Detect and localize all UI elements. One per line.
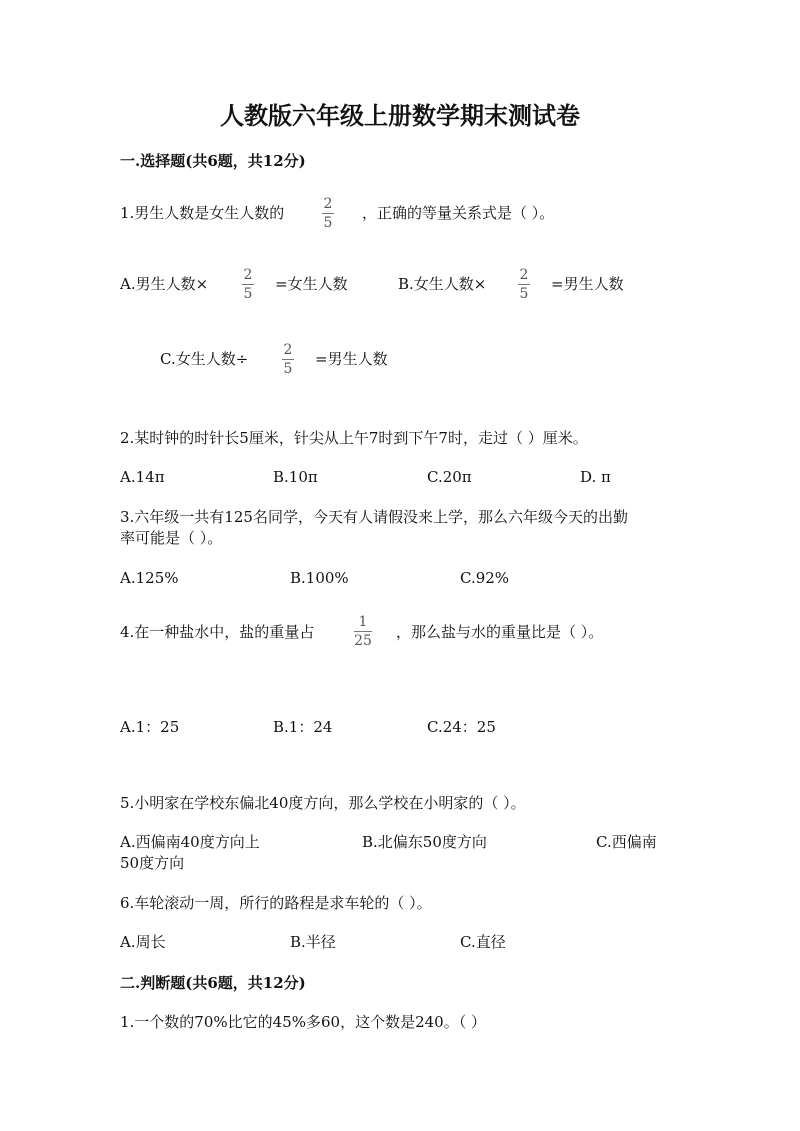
question-4-fraction: [354, 614, 372, 649]
fraction-bar: [518, 284, 530, 285]
fraction-denominator: 25: [354, 633, 372, 649]
question-1-option-a-start: A.男生人数×: [120, 275, 209, 293]
fraction-numerator: 1: [358, 614, 368, 630]
question-3-text-line-1: 3.六年级一共有125名同学，今天有人请假没来上学，那么六年级今天的出勤: [120, 508, 628, 526]
question-1-option-b-start: B.女生人数×: [398, 275, 487, 293]
question-1-text-start: 1.男生人数是女生人数的: [120, 204, 285, 222]
fraction-bar: [322, 213, 334, 214]
section-heading-choice: 一.选择题(共6题，共12分): [120, 152, 306, 170]
question-6-text: 6.车轮滚动一周，所行的路程是求车轮的（ ）。: [120, 894, 432, 912]
page-title: 人教版六年级上册数学期末测试卷: [220, 101, 580, 130]
question-5-option-c-continued: 50度方向: [120, 854, 185, 872]
fraction-numerator: 2: [519, 267, 529, 283]
question-3-option-c: C.92%: [460, 569, 510, 587]
question-4-option-a: A.1：25: [120, 718, 180, 736]
fraction-denominator: 5: [323, 215, 333, 231]
question-1-option-a-end: =女生人数: [275, 275, 348, 293]
question-4-option-c: C.24：25: [427, 718, 496, 736]
question-1-option-b-fraction: [518, 267, 530, 302]
question-2-option-d: D. π: [580, 468, 611, 486]
question-1-fraction: [322, 196, 334, 231]
fraction-denominator: 5: [243, 286, 253, 302]
fraction-bar: [354, 631, 372, 632]
question-1-text-end: ，正确的等量关系式是（ ）。: [362, 204, 555, 222]
question-5-text: 5.小明家在学校东偏北40度方向，那么学校在小明家的（ ）。: [120, 794, 526, 812]
question-1-option-c-end: =男生人数: [315, 350, 388, 368]
question-4-option-b: B.1：24: [273, 718, 333, 736]
fraction-numerator: 2: [243, 267, 253, 283]
question-6-option-c: C.直径: [460, 933, 506, 951]
question-5-option-b: B.北偏东50度方向: [362, 833, 487, 851]
question-5-option-c: C.西偏南: [596, 833, 657, 851]
section-heading-judgment: 二.判断题(共6题，共12分): [120, 974, 306, 992]
question-1-option-c-start: C.女生人数÷: [160, 350, 249, 368]
question-4-text-end: ，那么盐与水的重量比是（ ）。: [396, 623, 604, 641]
question-6-option-a: A.周长: [120, 933, 166, 951]
judgment-1-text: 1.一个数的70%比它的45%多60，这个数是240。（ ）: [120, 1013, 486, 1031]
question-6-option-b: B.半径: [290, 933, 336, 951]
question-1-option-b-end: =男生人数: [551, 275, 624, 293]
question-3-text-line-2: 率可能是（ ）。: [120, 529, 223, 547]
question-5-option-a: A.西偏南40度方向上: [120, 833, 260, 851]
fraction-denominator: 5: [283, 361, 293, 377]
question-4-text-start: 4.在一种盐水中，盐的重量占: [120, 623, 315, 641]
fraction-denominator: 5: [519, 286, 529, 302]
fraction-numerator: 2: [323, 196, 333, 212]
question-1-option-a-fraction: [242, 267, 254, 302]
question-3-option-b: B.100%: [290, 569, 349, 587]
question-2-text: 2.某时钟的时针长5厘米，针尖从上午7时到下午7时，走过（ ）厘米。: [120, 429, 588, 447]
question-3-option-a: A.125%: [120, 569, 179, 587]
fraction-numerator: 2: [283, 342, 293, 358]
fraction-bar: [282, 359, 294, 360]
question-2-option-b: B.10π: [273, 468, 318, 486]
question-2-option-c: C.20π: [427, 468, 472, 486]
fraction-bar: [242, 284, 254, 285]
question-1-option-c-fraction: [282, 342, 294, 377]
question-2-option-a: A.14π: [120, 468, 165, 486]
